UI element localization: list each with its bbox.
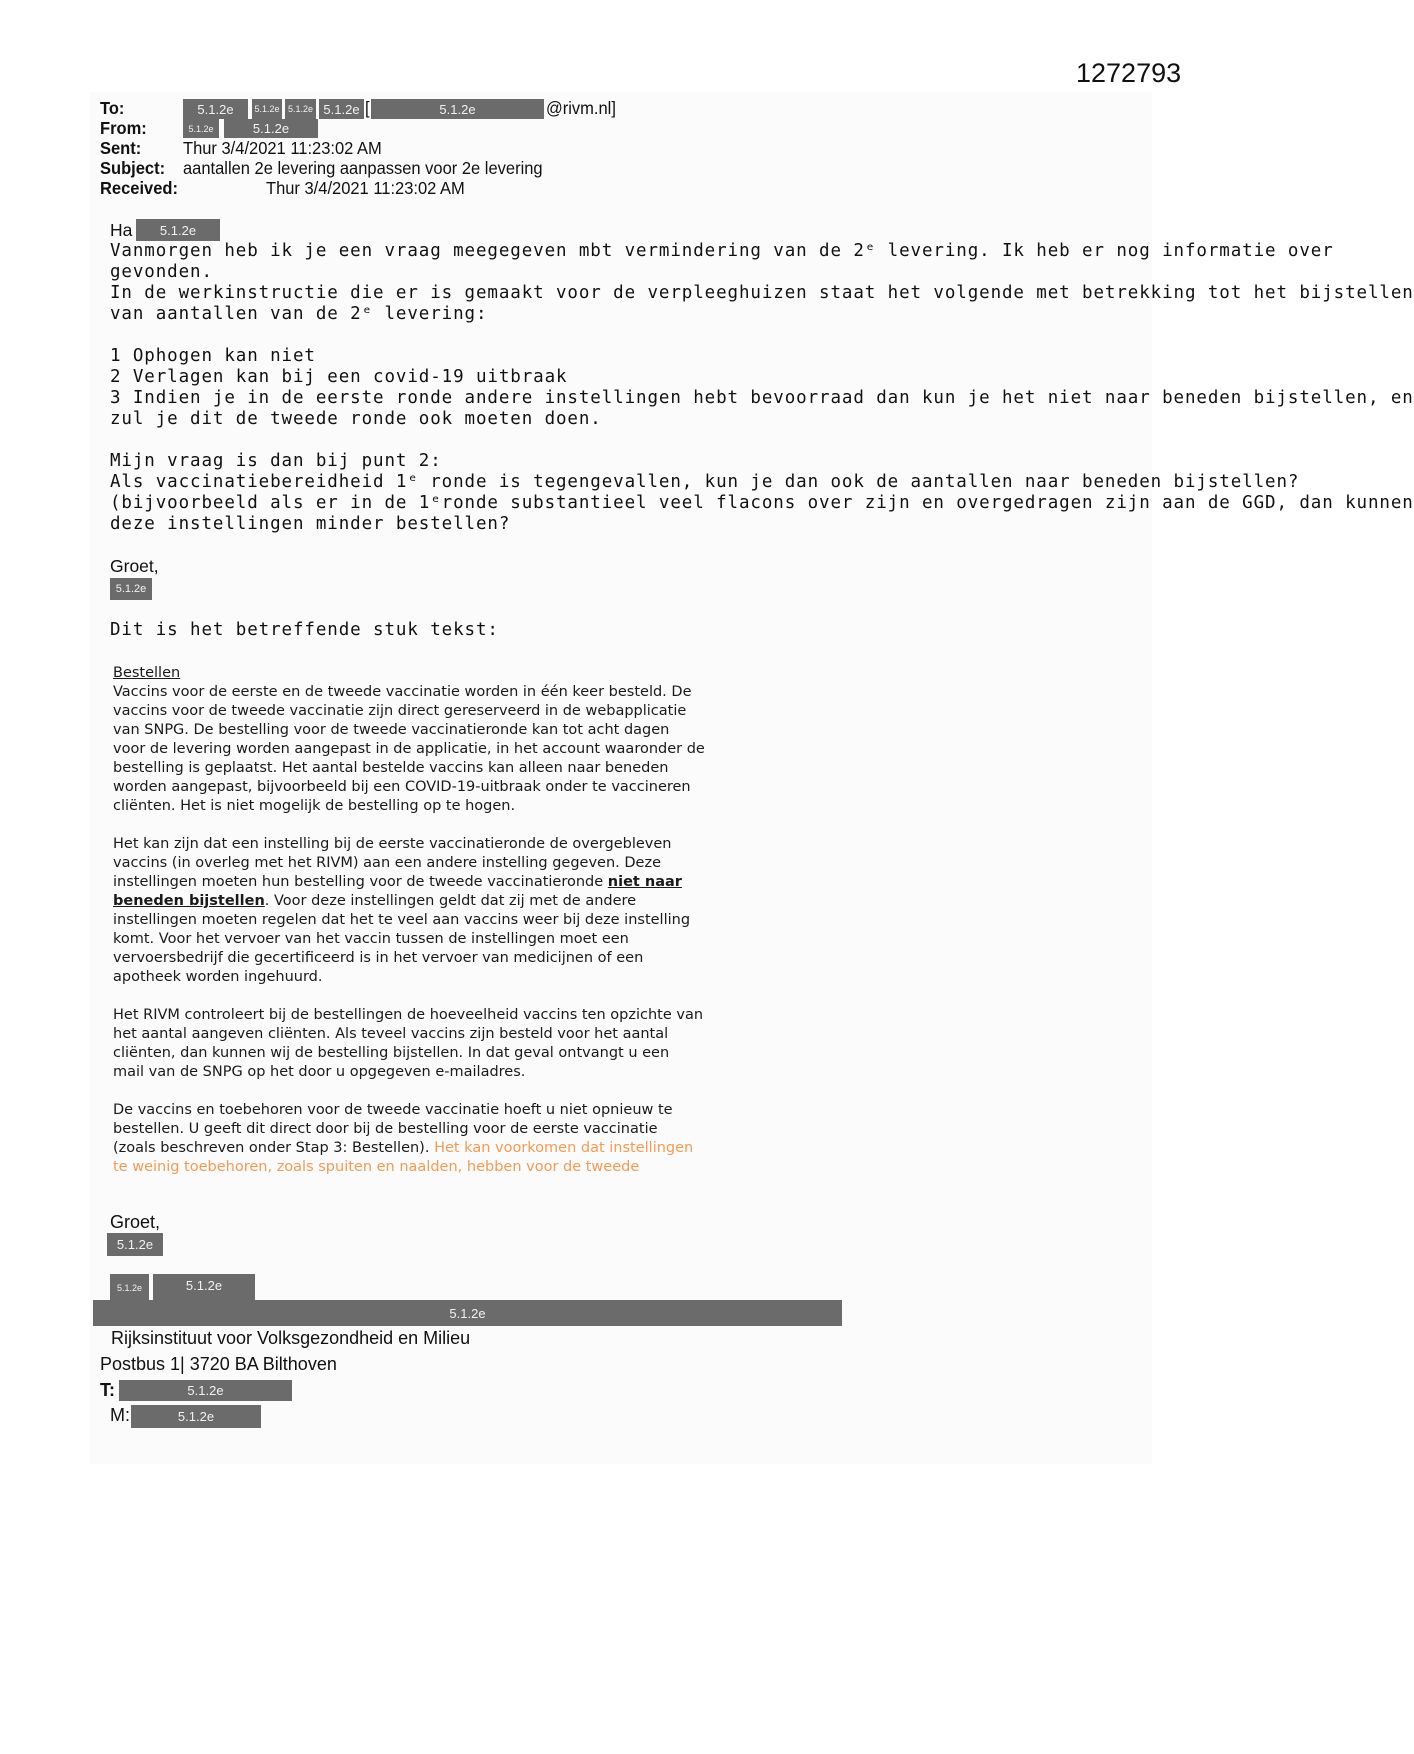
body-line: In de werkinstructie die er is gemaakt voor de verpleeghuizen staat het volgende met betrekking tot het bijstellen [110,283,1414,303]
quote-line: vaccins (in overleg met het RIVM) aan een andere instelling gegeven. Deze [113,855,661,871]
body-line: 1 Ophogen kan niet [110,346,316,366]
quote-line: het aantal aangeven cliënten. Als teveel vaccins zijn besteld voor het aantal [113,1026,669,1042]
signature-closing: Groet, [110,1212,161,1232]
received-label: Received: [100,179,178,199]
quote-line [113,1139,705,1158]
redaction-box: 5.1.2e [110,578,152,600]
body-line: van aantallen van de 2ᵉ levering: [110,304,488,324]
quote-line: De vaccins en toebehoren voor de tweede vaccinatie hoeft u niet opnieuw te [113,1102,673,1118]
body-line: 3 Indien je in de eerste ronde andere instellingen hebt bevoorraad dan kun je het niet naar beneden bijstellen, en [110,388,1414,408]
highlighted-text: Het kan voorkomen dat instellingen [434,1140,694,1156]
redaction-bar: 5.1.2e [93,1300,842,1326]
highlighted-text: te weinig toebehoren, zoals spuiten en naalden, hebben voor de tweede [113,1159,640,1175]
quote-line: voor de levering worden aangepast in de applicatie, in het account waaronder de [113,741,705,757]
redaction-box: 5.1.2e [319,99,364,119]
quote-line: bestelling is geplaatst. Het aantal bestelde vaccins kan alleen naar beneden [113,760,669,776]
quote-line: komt. Voor het vervoer van het vaccin tussen de instellingen moet een [113,931,629,947]
body-line: Als vaccinatiebereidheid 1ᵉ ronde is tegengevallen, kun je dan ook de aantallen naar beneden bijstellen? [110,472,1300,492]
redaction-box: 5.1.2e [107,1233,163,1256]
quote-line: vaccins voor de tweede vaccinatie zijn direct gereserveerd in de webapplicatie [113,703,687,719]
organization-address: Postbus 1| 3720 BA Bilthoven [100,1354,337,1374]
mobile-label: M: [110,1405,130,1425]
redaction-box: 5.1.2e [285,99,316,119]
subject-value: aantallen 2e levering aanpassen voor 2e levering [183,159,543,179]
sent-value: Thur 3/4/2021 11:23:02 AM [183,139,382,159]
emphasis-text: niet naar [607,874,682,890]
quote-line: van SNPG. De bestelling voor de tweede vaccinatieronde kan tot acht dagen [113,722,670,738]
redaction-box: 5.1.2e [183,119,219,138]
body-line: zul je dit de tweede ronde ook moeten doen. [110,409,602,429]
quote-text: instellingen moeten hun bestelling voor de tweede vaccinatieronde [113,874,608,890]
quote-line: mail van de SNPG op het door u opgegeven e-mailadres. [113,1064,526,1080]
quote-line: cliënten, dan kunnen wij de bestelling bijstellen. In dat geval ontvangt u een [113,1045,670,1061]
quote-line [113,873,705,892]
body-line: gevonden. [110,262,213,282]
quote-text: . Voor deze instellingen geldt dat zij met de andere [264,893,637,909]
quote-line: Het RIVM controleert bij de bestellingen de hoeveelheid vaccins ten opzichte van [113,1007,704,1023]
quote-intro: Dit is het betreffende stuk tekst: [110,620,499,640]
from-label: From: [100,119,147,139]
email-body [110,241,1414,535]
to-bracket: [ [365,99,370,119]
quote-text: (zoals beschreven onder Stap 3: Bestellen). [113,1140,435,1156]
document-number: 1272793 [1076,58,1182,88]
greeting: Ha [110,220,133,240]
to-email-suffix: @rivm.nl] [546,99,616,119]
redaction-box: 5.1.2e [224,119,318,138]
quote-line [113,892,705,911]
quote-line: apotheek worden ingehuurd. [113,969,323,985]
phone-label: T: [100,1380,115,1400]
body-line: (bijvoorbeeld als er in de 1ᵉronde substantieel veel flacons over zijn en overgedragen zijn aan de GGD, dan kunnen [110,493,1414,513]
to-label: To: [100,99,125,119]
subject-label: Subject: [100,159,166,179]
redaction-box: 5.1.2e [110,1274,149,1302]
body-line: 2 Verlagen kan bij een covid-19 uitbraak [110,367,568,387]
quote-line: worden aangepast, bijvoorbeeld bij een COVID-19-uitbraak onder te vaccineren [113,779,691,795]
received-value: Thur 3/4/2021 11:23:02 AM [266,179,465,199]
quote-line: instellingen moeten regelen dat het te veel aan vaccins weer bij deze instelling [113,912,691,928]
redaction-box: 5.1.2e [119,1380,292,1401]
quote-line: Het kan zijn dat een instelling bij de eerste vaccinatieronde de overgebleven [113,836,672,852]
organization-name: Rijksinstituut voor Volksgezondheid en Milieu [111,1328,471,1348]
quote-line: bestellen. U geeft dit direct door bij de bestelling voor de eerste vaccinatie [113,1121,658,1137]
body-line: Vanmorgen heb ik je een vraag meegegeven mbt vermindering van de 2ᵉ levering. Ik heb er nog informatie over [110,241,1334,261]
quote-heading: Bestellen [113,665,181,681]
redaction-box: 5.1.2e [131,1405,261,1428]
redaction-box: 5.1.2e [371,99,544,119]
closing: Groet, [110,556,159,576]
body-line: Mijn vraag is dan bij punt 2: [110,451,442,471]
emphasis-text: beneden bijstellen [113,893,265,909]
redaction-box: 5.1.2e [183,99,248,119]
quote-line: vervoersbedrijf die gecertificeerd is in het vervoer van medicijnen of een [113,950,644,966]
body-line: deze instellingen minder bestellen? [110,514,511,534]
quoted-instruction [113,664,705,1177]
redaction-box: 5.1.2e [153,1274,255,1302]
quote-line: Vaccins voor de eerste en de tweede vaccinatie worden in één keer besteld. De [113,684,692,700]
sent-label: Sent: [100,139,142,159]
quote-line: cliënten. Het is niet mogelijk de bestelling op te hogen. [113,798,516,814]
redaction-box: 5.1.2e [136,219,220,241]
redaction-box: 5.1.2e [252,99,282,119]
